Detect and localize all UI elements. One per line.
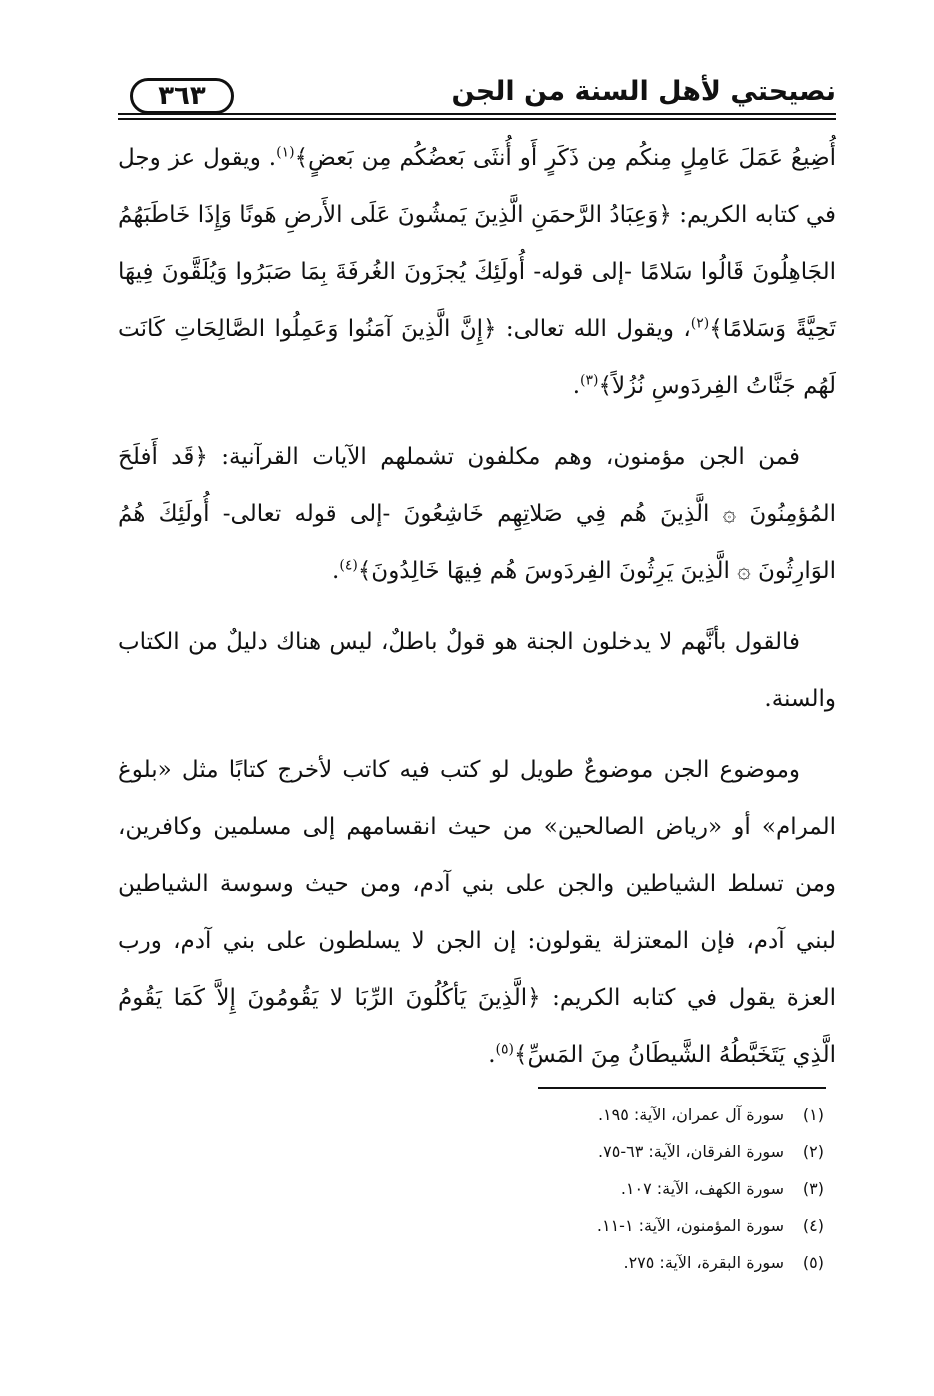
footnote-text: سورة البقرة، الآية: ٢٧٥.	[623, 1253, 784, 1272]
footnote-text: سورة الكهف، الآية: ١٠٧.	[620, 1179, 784, 1198]
paragraph-1	[118, 130, 836, 415]
footnote-text: سورة آل عمران، الآية: ١٩٥.	[597, 1105, 784, 1124]
footnote-number: (٢)	[802, 1142, 824, 1161]
header-rule	[118, 113, 836, 115]
footnote-ref-1: (١)	[276, 144, 295, 161]
footnote-item	[404, 1207, 824, 1244]
paragraph-4-end: .	[488, 1042, 496, 1068]
paragraph-3: فالقول بأنَّهم لا يدخلون الجنة هو قولٌ باطلٌ، ليس هناك دليلٌ من الكتاب والسنة.	[118, 629, 836, 712]
header-rule-double	[118, 118, 836, 120]
paragraph-2-text: فمن الجن مؤمنون، وهم مكلفون تشملهم الآيات القرآنية: ﴿قَد أَفلَحَ المُؤمِنُونَ ۞ الَّذِينَ هُم فِي صَلاتِهِم خَاشِعُونَ -إلى قوله تعالى- أُولَئِكَ هُمُ الوَارِثُونَ ۞ الَّذِينَ يَرِثُونَ الفِردَوسَ هُم فِيهَا خَالِدُونَ﴾	[118, 444, 836, 584]
footnote-ref-4: (٤)	[339, 557, 358, 574]
footnote-text: سورة الفرقان، الآية: ٦٣-٧٥.	[598, 1142, 784, 1161]
page-header	[118, 74, 836, 124]
footnote-text: سورة المؤمنون، الآية: ١-١١.	[596, 1216, 784, 1235]
footnote-separator	[538, 1087, 826, 1089]
paragraph-1-continuation: . ويقول عز وجل في كتابه الكريم: ﴿وَعِبَادُ الرَّحمَنِ الَّذِينَ يَمشُونَ عَلَى الأَرضِ هَونًا وَإِذَا خَاطَبَهُمُ الجَاهِلُونَ قَالُوا سَلامًا -إلى قوله- أُولَئِكَ يُجزَونَ الغُرفَةَ بِمَا صَبَرُوا وَيُلَقَّونَ فِيهَا تَحِيَّةً وَسَلامًا﴾	[118, 145, 836, 342]
page-number: ٣٦٣	[130, 78, 234, 114]
paragraph-4-text: وموضوع الجن موضوعٌ طويل لو كتب فيه كاتب لأخرج كتابًا مثل «بلوغ المرام» أو «رياض الصالحين» من حيث انقسامهم إلى مسلمين وكافرين، ومن تسلط الشياطين والجن على بني آدم، ومن حيث وسوسة الشياطين لبني آدم، فإن المعتزلة يقولون: إن الجن لا يسلطون على بني آدم، ورب العزة يقول في كتابه الكريم: ﴿الَّذِينَ يَأكُلُونَ الرِّبَا لا يَقُومُونَ إِلاَّ كَمَا يَقُومُ الَّذِي يَتَخَبَّطُهُ الشَّيطَانُ مِنَ المَسِّ﴾	[118, 757, 836, 1068]
footnote-ref-3: (٣)	[580, 372, 599, 389]
main-text	[118, 130, 836, 1098]
footnote-item	[404, 1096, 824, 1133]
footnote-ref-5: (٥)	[495, 1041, 514, 1058]
paragraph-2	[118, 429, 836, 600]
footnote-number: (٤)	[802, 1216, 824, 1235]
footnotes	[404, 1096, 824, 1281]
footnote-item	[404, 1170, 824, 1207]
footnote-ref-2: (٢)	[690, 315, 710, 332]
running-title: نصيحتي لأهل السنة من الجن	[451, 76, 836, 107]
paragraph-4	[118, 742, 836, 1084]
footnote-item	[404, 1244, 824, 1281]
footnote-number: (١)	[802, 1105, 824, 1124]
paragraph-2-end: .	[332, 558, 340, 584]
paragraph-1-continuation-2: ، ويقول الله تعالى: ﴿إِنَّ الَّذِينَ آمَنُوا وَعَمِلُوا الصَّالِحَاتِ كَانَت لَهُم جَنَّاتُ الفِردَوسِ نُزُلاً﴾	[118, 316, 836, 399]
quran-quote-1: أُضِيعُ عَمَلَ عَامِلٍ مِنكُم مِن ذَكَرٍ أَو أُنثَى بَعضُكُم مِن بَعضٍ﴾	[294, 145, 836, 171]
paragraph-1-end: .	[572, 373, 581, 399]
footnote-number: (٥)	[802, 1253, 824, 1272]
footnote-number: (٣)	[802, 1179, 824, 1198]
footnote-item	[404, 1133, 824, 1170]
